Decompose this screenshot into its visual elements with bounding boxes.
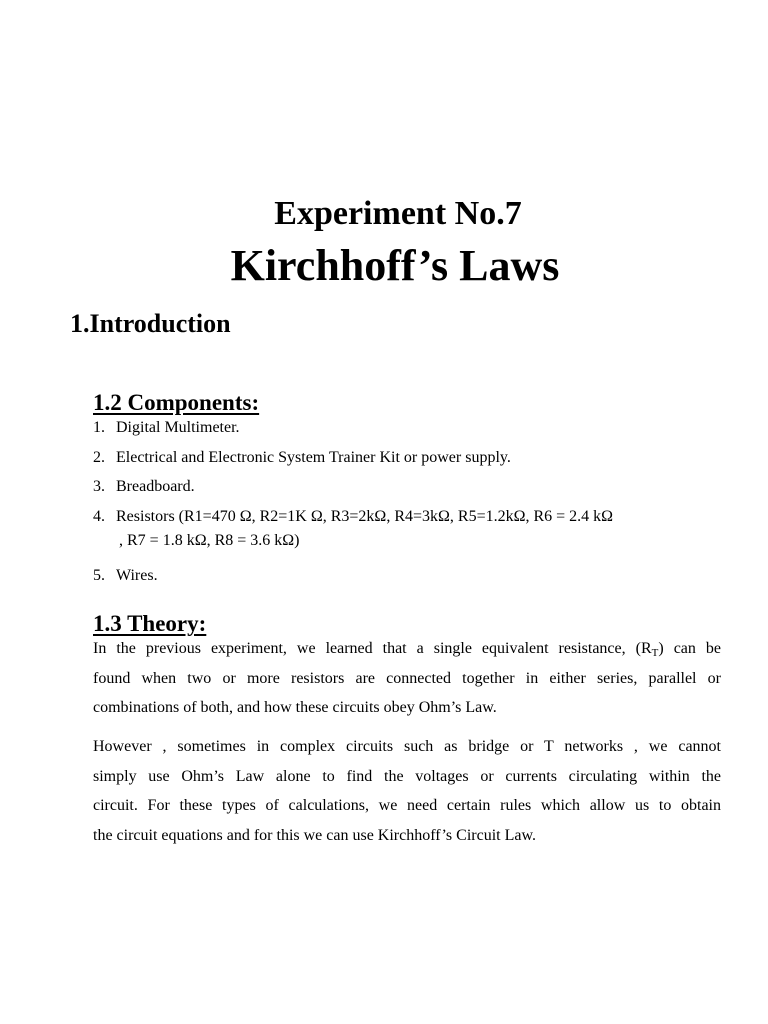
components-list bbox=[93, 416, 733, 593]
list-item bbox=[93, 475, 733, 505]
experiment-number-title: Experiment No.7 bbox=[274, 195, 522, 232]
theory-paragraph-2 bbox=[93, 732, 721, 850]
paragraph-line: However , sometimes in complex circuits such as bridge or T networks , we cannot bbox=[93, 738, 721, 755]
list-item bbox=[93, 505, 733, 564]
list-item bbox=[93, 416, 733, 446]
theory-paragraph-1 bbox=[93, 634, 721, 723]
list-item-text: Electrical and Electronic System Trainer Kit or power supply. bbox=[116, 448, 511, 466]
theory-heading: 1.3 Theory: bbox=[93, 611, 207, 636]
subscript: T bbox=[651, 647, 659, 659]
list-item-number: 3. bbox=[93, 478, 105, 495]
list-item-number: 1. bbox=[93, 419, 105, 436]
list-item bbox=[93, 446, 733, 476]
paragraph-line bbox=[93, 634, 721, 664]
list-item-text: Breadboard. bbox=[116, 478, 195, 495]
list-item-continuation: , R7 = 1.8 kΩ, R8 = 3.6 kΩ) bbox=[119, 531, 300, 549]
experiment-main-title: Kirchhoff’s Laws bbox=[230, 241, 560, 290]
paragraph-line: found when two or more resistors are connected together in either series, parallel or bbox=[93, 669, 721, 687]
components-heading: 1.2 Components: bbox=[93, 390, 260, 415]
list-item-text: Digital Multimeter. bbox=[116, 419, 240, 436]
text-span: In the previous experiment, we learned that a single equivalent resistance, (R bbox=[93, 640, 652, 657]
list-item-number: 4. bbox=[93, 507, 105, 525]
paragraph-line: simply use Ohm’s Law alone to find the voltages or currents circulating within the bbox=[93, 767, 721, 785]
paragraph-line: circuit. For these types of calculations, we need certain rules which allow us to obtain bbox=[93, 797, 721, 814]
list-item-text: Wires. bbox=[116, 566, 158, 584]
paragraph-line: combinations of both, and how these circuits obey Ohm’s Law. bbox=[93, 699, 497, 716]
paragraph-line: the circuit equations and for this we can use Kirchhoff’s Circuit Law. bbox=[93, 826, 536, 844]
list-item-number: 5. bbox=[93, 566, 105, 584]
list-item-number: 2. bbox=[93, 448, 105, 466]
text-span: ) can be bbox=[658, 640, 721, 657]
list-item bbox=[93, 564, 733, 594]
introduction-heading: 1.Introduction bbox=[70, 309, 231, 338]
list-item-text: Resistors (R1=470 Ω, R2=1K Ω, R3=2kΩ, R4=3kΩ, R5=1.2kΩ, R6 = 2.4 kΩ bbox=[116, 507, 614, 525]
